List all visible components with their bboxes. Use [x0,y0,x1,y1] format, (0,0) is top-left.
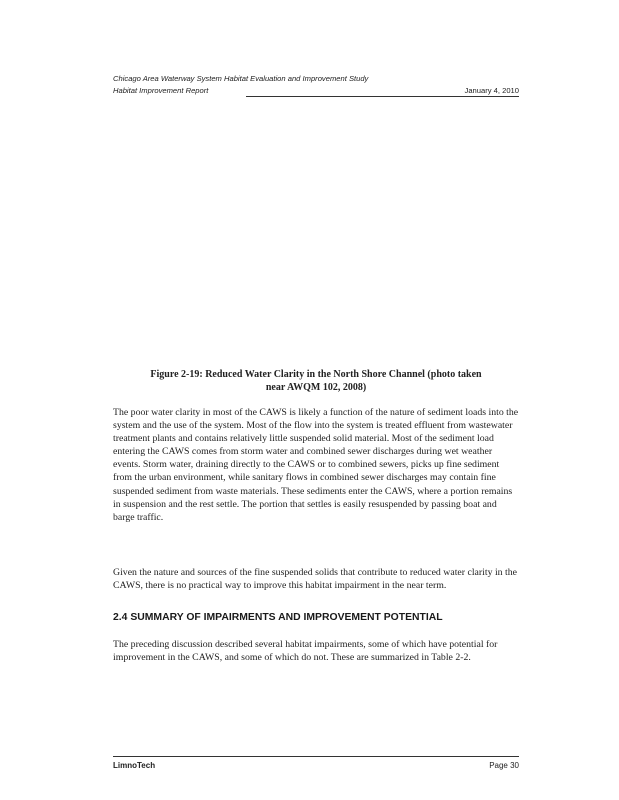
figure-photo-area [113,105,519,360]
footer-company: LimnoTech [113,761,156,770]
header-date: January 4, 2010 [464,86,519,95]
section-heading: 2.4 SUMMARY OF IMPAIRMENTS AND IMPROVEMENT POTENTIAL [113,612,443,623]
footer-page-number: Page 30 [489,761,519,770]
body-paragraph-water-clarity: The poor water clarity in most of the CAWS is likely a function of the nature of sediment loads into the system and the use of the system. Most of the flow into the system is treated effluent from wastewater treatment plants and contains relatively little suspended solid material. Most of the sediment load entering the CAWS comes from storm water and combined sewer discharges during wet weather events. Storm water, draining directly to the CAWS or to combined sewers, picks up fine sediment from the urban environment, while sanitary flows in combined sewer discharges may contain fine suspended sediment from waste materials. These sediments enter the CAWS, where a portion remains in suspension and the rest settle. The portion that settles is easily resuspended by passing boat and barge traffic. [113,407,519,523]
header-report-title: Habitat Improvement Report [113,86,209,95]
figure-caption-line-2: near AWQM 102, 2008) [265,382,367,393]
footer-divider [113,756,519,757]
header-divider [246,96,519,97]
body-paragraph-suspended-solids: Given the nature and sources of the fine suspended solids that contribute to reduced water clarity in the CAWS, there is no practical way to improve this habitat impairment in the near term. [113,567,517,592]
header-study-title: Chicago Area Waterway System Habitat Evaluation and Improvement Study [113,74,369,83]
body-paragraph-summary: The preceding discussion described several habitat impairments, some of which have potential for improvement in the CAWS, and some of which do not. These are summarized in Table 2-2. [113,639,498,664]
figure-caption [113,368,519,394]
figure-caption-line-1: Figure 2-19: Reduced Water Clarity in the North Shore Channel (photo taken [150,369,482,380]
